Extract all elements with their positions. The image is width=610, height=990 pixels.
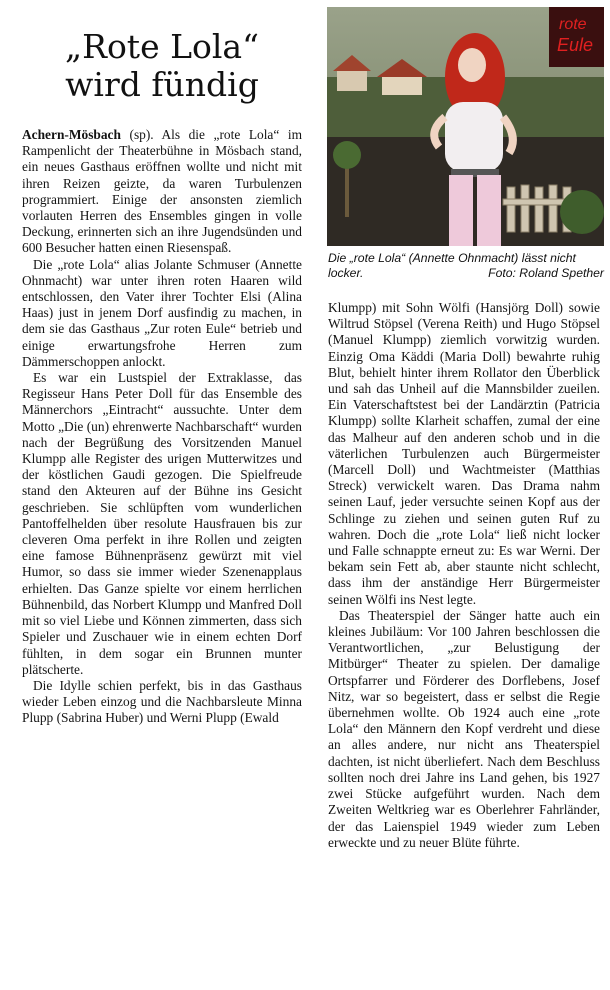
article-paragraph: Es war ein Lustspiel der Extraklasse, das Regisseur Hans Peter Doll für das Ensemble des Männerchors „Eintracht“ aussuchte. Unter dem Motto „Die (un) ehrenwerte Nachbarschaft“ wurden nach der Begrüßung des Vorsitzenden Manuel Klumpp alle Register des urigen Mutterwitzes und der köstlichen Gaudi gezogen. Die Spielfreude stand den Akteuren auf der Bühne ins Gesicht geschrieben. Sie schlüpften vom wunderlichen Pantoffelhelden über resolute Hausfrauen bis zur cleveren Oma perfekt in ihre Rollen und zeigten eine famose Bühnenpräsenz gewürzt mit viel Humor, so dass sie immer wieder Szenenapplaus erhielten. Das Ganze spielte vor einem herrlichen Bühnenbild, das Norbert Klumpp und Manfred Doll mit so viel Liebe und Können zimmerten, dass sich Spieler und Zuschauer wie in einem echten Dorf fühlten, in dem sogar ein Brunnen munter plätscherte.	[22, 370, 302, 677]
article-paragraph: Die Idylle schien perfekt, bis in das Gasthaus wieder Leben einzog und die Nachbarsleute Minna Plupp (Sabrina Huber) und Werni Plupp (Ewald	[22, 677, 302, 726]
headline-line-1: „Rote Lola“	[65, 27, 259, 66]
article-column-right	[328, 300, 600, 851]
sign-text-line1: rote	[559, 16, 587, 33]
article-paragraph	[22, 127, 302, 257]
photo-credit: Foto: Roland Spether	[488, 266, 604, 280]
article-paragraph: Die „rote Lola“ alias Jolante Schmuser (Annette Ohnmacht) war unter ihren roten Haaren wild entschlossen, den Vater ihrer Tochter Elsi (Alina Haas) just in jenem Dorf ausfindig zu machen, in dem sie das Gasthaus „Zur roten Eule“ betrieb und einige erwartungsfrohe Herren zum Dämmerschoppen anlockt.	[22, 256, 302, 369]
caption-text: Die „rote Lola“ (Annette Ohnmacht) lässt nicht locker.	[328, 251, 576, 280]
dateline: Achern-Mösbach	[22, 127, 121, 142]
article-paragraph: Klumpp) mit Sohn Wölfi (Hansjörg Doll) sowie Wiltrud Stöpsel (Verena Reith) und Hugo Stöpsel (Manuel Klumpp) ziemlich vorwitzig wurden. Einzig Oma Käddi (Maria Doll) bewahrte ruhig Blut, behielt hinter ihrem Rollator den Überblick und sah das Unheil auf die Mannsbilder zueilen. Ein Vaterschaftstest bei der Landärztin (Patricia Klumpp) sollte Klarheit schaffen, zumal der eine das Malheur auf den anderen schob und in die väterlichen Turbulenzen auch Bürgermeister (Marcell Doll) und Wachtmeister (Matthias Streck) verwickelt waren. Das Drama nahm seinen Lauf, jeder versuchte seinen Kopf aus der Schlinge zu ziehen und seinen guten Ruf zu wahren. Doch die „rote Lola“ ließ nicht locker und Falle schnappte erneut zu: Es war Werni. Der bekam sein Fett ab, aber staunte nicht schlecht, dass ihm der anständige Herr Bürgermeister seinen Wölfi ins Nest legte.	[328, 300, 600, 607]
stage-photo-illustration	[327, 7, 604, 246]
headline-line-2: wird fündig	[65, 65, 259, 104]
article-photo	[327, 7, 604, 246]
article-paragraph: Das Theaterspiel der Sänger hatte auch ein kleines Jubiläum: Vor 100 Jahren beschlossen die Verantwortlichen, „zur Belustigung der Mitbürger“ Theater zu spielen. Der damalige Ortspfarrer und Förderer des Dorflebens, Josef Nitz, war so begeistert, dass er selbst die Regie übernehmen wollte. Ob 1924 auch eine „rote Lola“ den Männern den Kopf verdreht und diese an alles andere, nur nicht ans Theaterspiel dachten, ist nicht überliefert. Nach dem Beschluss sollten noch drei Jahre ins Land gehen, bis 1927 zwei Stücke aufgeführt wurden. Nach dem Zweiten Weltkrieg war es Oberlehrer Fahrländer, der das Laienspiel 1949 wieder zum Leben erweckte und zu neuer Blüte führte.	[328, 607, 600, 850]
paragraph-text: (sp). Als die „rote Lola“ im Rampenlicht der Theaterbühne in Mösbach stand, ein neues Gasthaus eröffnen wollte und nicht mit ihren Reizen geizte, da waren Turbulenzen programmiert. Einige der ansonsten ziemlich vorlauten Herren des Ensembles gingen in volle Deckung, erinnerten sich an ihre Jugendsünden und 600 Besucher hatten einen Riesenspaß.	[22, 127, 302, 256]
photo-caption	[328, 251, 604, 281]
sign-text-line2: Eule	[557, 35, 594, 55]
article-column-left	[22, 127, 302, 727]
headline	[20, 28, 304, 104]
